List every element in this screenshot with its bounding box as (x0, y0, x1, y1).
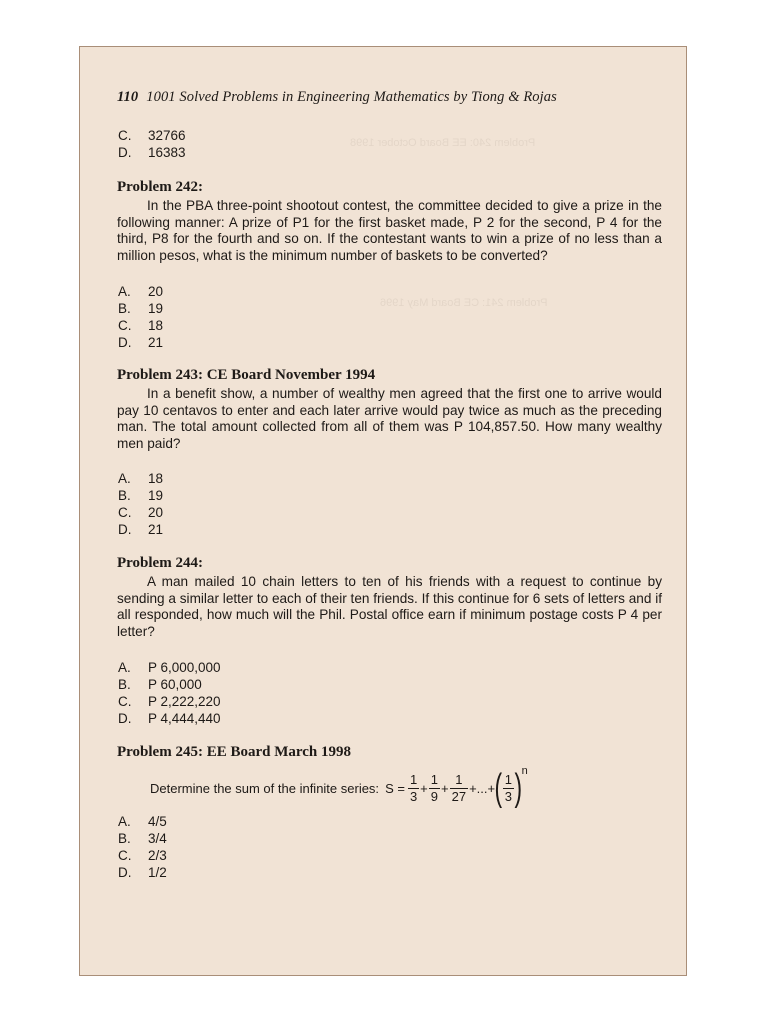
option-item: A. 4/5 (118, 814, 167, 829)
series-ellipsis: +...+ (469, 780, 496, 796)
problem-text: In the PBA three-point shootout contest, the committee decided to give a prize in the following manner: A prize of P1 for the first basket made, P 2 for the second, P 4 for the third, P8 for the fourth and so on. If the contestant wants to win a prize of no less than a million pesos, what is the minimum number of baskets to be converted? (117, 198, 662, 263)
option-item: C. P 2,222,220 (118, 694, 221, 709)
option-item: A. 20 (118, 284, 164, 299)
option-item: C. 20 (118, 505, 164, 520)
problem-options (118, 283, 163, 351)
right-paren: ) (514, 767, 523, 809)
option-item: D. 1/2 (118, 865, 167, 880)
series-lhs: S = (385, 780, 405, 796)
general-term-fraction: $\frac{1}{3}$ (504, 771, 512, 804)
problem-text: In a benefit show, a number of wealthy men agreed that the first one to arrive would pay 10 centavos to enter and each later arrive would pay twice as much as the preceding man. The total amount collected from all of them was P 104,857.50. How many wealthy men paid? (117, 386, 662, 451)
fraction: $\frac{1}{3}$ (409, 771, 418, 804)
option-item: C. 2/3 (118, 848, 167, 863)
exponent: n (521, 765, 528, 777)
book-page (79, 46, 687, 976)
option-item: B. 19 (118, 488, 164, 503)
bleed-through-text: Problem 241: CE Board May 1996 (380, 297, 548, 309)
problem-title: Problem 243: CE Board November 1994 (117, 367, 376, 383)
problem-title: Problem 245: EE Board March 1998 (117, 744, 352, 760)
problem-title: Problem 244: (117, 555, 203, 571)
option-item: D. P 4,444,440 (118, 711, 221, 726)
problem-text: Determine the sum of the infinite series: (150, 780, 380, 796)
bleed-through-text: Problem 240: EE Board October 1998 (350, 137, 536, 149)
left-paren: ( (494, 767, 503, 809)
problem-options (118, 813, 167, 881)
page-number: 110 (117, 89, 139, 105)
problem-options (118, 659, 221, 727)
problem-title: Problem 242: (117, 179, 203, 195)
option-item: B. 3/4 (118, 831, 167, 846)
option-item: B. P 60,000 (118, 677, 202, 692)
option-item: B. 19 (118, 301, 164, 316)
option-item: A. 18 (118, 471, 164, 486)
book-title: 1001 Solved Problems in Engineering Mathematics by Tiong & Rojas (146, 89, 557, 105)
option-item: A. P 6,000,000 (118, 660, 221, 675)
running-header (117, 89, 557, 106)
option-item: D. 16383 (118, 145, 186, 160)
series-equation: Determine the sum of the infinite series: S = $\frac{1}{3}$ + $\frac{1}{9}$ + $\frac{1}{27}$ +...+ ( $\frac{1}{3}$ ) n (150, 765, 528, 809)
problem-text: A man mailed 10 chain letters to ten of his friends with a request to continue by sending a similar letter to each of their ten friends. If this continue for 6 sets of letters and if all responded, how much will the Phil. Postal office earn if minimum postage costs P 4 per letter? (117, 574, 662, 639)
option-item: D. 21 (118, 522, 164, 537)
option-item: C. 32766 (118, 128, 186, 143)
option-item: C. 18 (118, 318, 164, 333)
fraction: $\frac{1}{27}$ (451, 771, 467, 804)
option-item: D. 21 (118, 335, 164, 350)
problem-options (118, 470, 163, 538)
fraction: $\frac{1}{9}$ (430, 771, 438, 804)
prev-problem-options (118, 127, 186, 161)
